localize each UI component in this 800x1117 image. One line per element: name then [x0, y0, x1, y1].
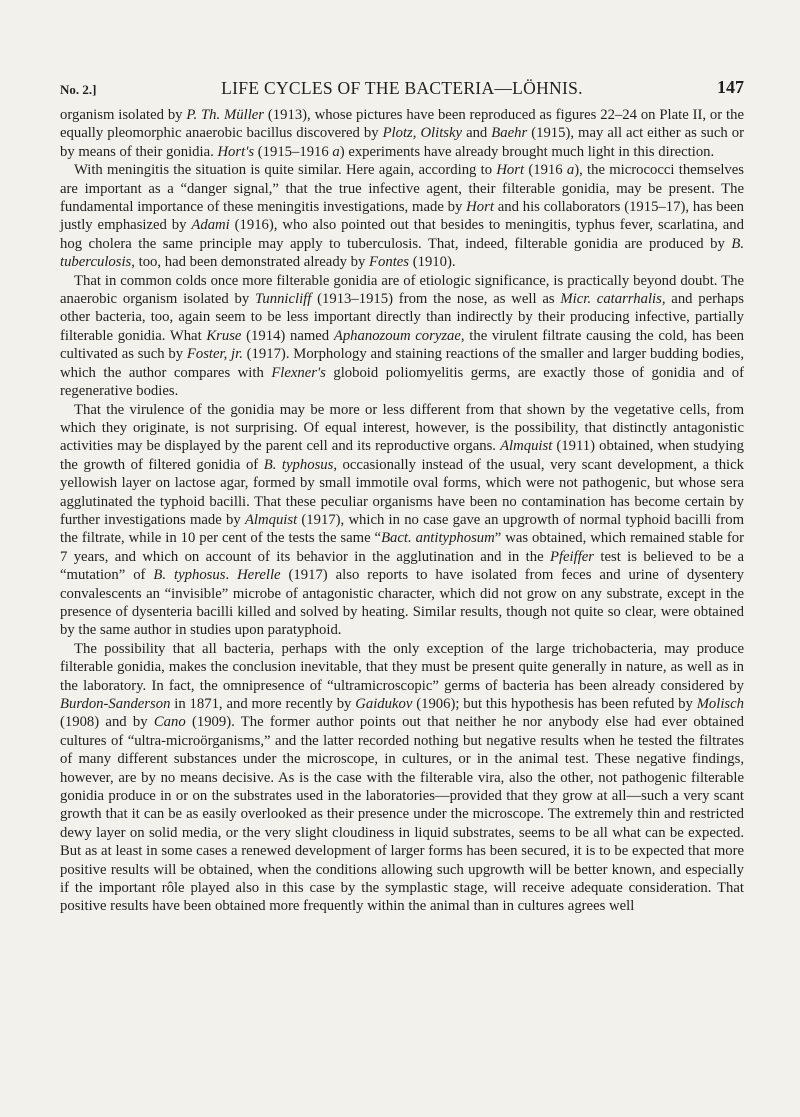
text-run: (1917) also reports to have isolated from feces and urine of dysentery convalescents an “invisible” microbe of antagonistic character, which did not grow on any substrate, except in the presence of dysenteria bacilli killed and solved by heating. Similar results, though not quite so clear, were obtained by the same author in studies upon paratyphoid.: [60, 567, 744, 639]
italic-text: a: [332, 143, 340, 160]
italic-text: Fontes: [369, 254, 410, 271]
italic-text: B. typhosus: [263, 456, 334, 473]
text-run: (1911) obtained, when studying the growth of filtered gonidia of: [60, 438, 744, 473]
text-run: The possibility that all bacteria, perhaps with the only exception of the large trichobacteria, may produce filterable gonidia, makes the conclusion inevitable, that they must be present quite generally in nature, as well as in the laboratory. In fact, the omnipresence of “ultramicroscopic” germs of bacteria has been already considered by: [60, 640, 744, 694]
text-run: (1909). The former author points out that neither he nor anybody else had ever obtained cultures of “ultra-microörganisms,” and the latter recorded nothing but negative results when he tested the filtrates of many different substances under the microscope, in cultures, or in the animal test. These negative findings, however, are by no means decisive. As is the case with the filterable vira, also the other, not pathogenic filterable gonidia produce in or on the substrates used in the laboratories—provided that they grow at all—such a very scant growth that it can be as easily overlooked as their presence under the microscope. The extremely thin and restricted dewy layer on solid media, or the very slight cloudiness in liquid substrates, seems to be all what can be expected. But as at least in some cases a renewed development of larger forms has been secured, it is to be expected that more positive results will be obtained, when the conditions allowing such upgrowth will be better known, and especially if the important rôle played also in this case by the symplastic stage, will receive adequate consideration. That positive results have been obtained more frequently within the animal than in cultures agrees well: [60, 714, 744, 915]
text-run: ” was obtained, which remained stable for 7 years, and which on account of its behavior in the agglutination and in the: [60, 530, 745, 565]
running-title: LIFE CYCLES OF THE BACTERIA—LÖHNIS.: [221, 78, 583, 98]
text-run: organism isolated by: [60, 107, 187, 123]
italic-text: Herelle: [237, 567, 281, 584]
italic-text: Aphanozoum coryzae: [333, 327, 461, 344]
italic-text: Pfeiffer: [549, 548, 595, 565]
italic-text: Almquist: [244, 511, 298, 528]
running-header: [60, 74, 744, 98]
paragraph: [60, 401, 744, 640]
text-run: (1917). Morphology and staining reactions of the smaller and larger budding bodies, which the author compares with: [60, 346, 744, 381]
issue-number: No. 2.]: [60, 82, 97, 97]
italic-text: Molisch: [696, 696, 745, 712]
italic-text: Foster, jr.: [186, 346, 243, 363]
italic-text: Bact. antityphosum: [381, 530, 495, 547]
text-run: (1916: [524, 162, 567, 179]
text-run: (1906); but this hypothesis has been refuted by: [412, 696, 697, 712]
paragraph: [60, 161, 744, 271]
text-run: With meningitis the situation is quite similar. Here again, according to: [74, 162, 497, 179]
italic-text: Cano: [153, 714, 186, 731]
paragraph: [60, 106, 744, 161]
text-run: test is believed to be a “mutation” of: [60, 548, 745, 584]
paragraph: [60, 640, 744, 916]
text-run: (1917), which in no case gave an upgrowth of normal typhoid bacilli from the filtrate, while in 10 per cent of the tests the same “: [60, 511, 745, 547]
text-run: , the virulent filtrate causing the cold, has been cultivated as such by: [60, 327, 744, 363]
text-run: , occasionally instead of the usual, very scant development, a thick yellowish layer on lactose agar, formed by small immotile oval forms, which were not pathogenic, but whose sera agglutinated the typhoid bacilli. That these peculiar organisms have been no contamination has become certain by further investigations made by: [60, 456, 744, 528]
italic-text: B. typhosus: [153, 567, 226, 584]
text-run: That the virulence of the gonidia may be more or less different from that shown by the vegetative cells, from which they originate, is not surprising. Of equal interest, however, is the possibility, that distinctly antagonistic activities may be displayed by the parent cell and its reproductive organs.: [60, 401, 744, 455]
text-run: globoid poliomyelitis germs, are exactly those of gonidia and of regenerative bodies.: [60, 364, 744, 400]
text-run: and: [462, 125, 492, 142]
text-run: (1910).: [409, 254, 456, 271]
italic-text: B. tuberculosis: [60, 235, 744, 271]
italic-text: Flexner's: [271, 364, 326, 381]
text-run: That in common colds once more filterable gonidia are of etiologic significance, is practically beyond doubt. The anaerobic organism isolated by: [60, 272, 744, 308]
text-run: and his collaborators (1915–17), has been justly emphasized by: [60, 199, 744, 234]
italic-text: Hort's: [217, 143, 255, 160]
text-run: in 1871, and more recently by: [170, 696, 356, 712]
italic-text: Gaidukov: [355, 696, 413, 712]
paragraph: [60, 272, 744, 401]
text-run: , and perhaps other bacteria, too, again seem to be less important directly than indirectly by their producing infective, partially filterable gonidia. What: [60, 291, 744, 344]
italic-text: Micr. catarrhalis: [560, 291, 662, 308]
italic-text: Hort: [496, 162, 525, 179]
italic-text: Almquist: [500, 438, 553, 455]
text-run: (1915–1916: [254, 143, 333, 160]
text-run: (1913–1915) from the nose, as well as: [311, 291, 561, 308]
italic-text: Hort: [466, 199, 494, 216]
page-number: 147: [717, 77, 744, 97]
italic-text: P. Th. Müller: [186, 107, 265, 123]
text-run: , too, had been demonstrated already by: [131, 254, 370, 271]
text-run: .: [225, 567, 238, 584]
italic-text: Plotz, Olitsky: [382, 125, 463, 142]
italic-text: Burdon-Sanderson: [60, 696, 171, 712]
italic-text: Tunnicliff: [255, 291, 312, 308]
text-run: (1913), whose pictures have been reproduced as figures 22–24 on Plate II, or the equally pleomorphic anaerobic bacillus discovered by: [60, 107, 744, 142]
text-run: (1914) named: [241, 327, 334, 344]
italic-text: a: [566, 162, 575, 179]
italic-text: Baehr: [491, 125, 528, 142]
text-run: ) experiments have already brought much light in this direction.: [339, 143, 715, 160]
italic-text: Kruse: [206, 327, 242, 344]
body-text: [60, 106, 744, 916]
text-run: (1916), who also pointed out that besides to meningitis, typhus fever, scarlatina, and hog cholera the same principle may apply to tuberculosis. That, indeed, filterable gonidia are produced by: [60, 217, 744, 252]
italic-text: Adami: [191, 217, 230, 234]
text-run: ), the micrococci themselves are important as a “danger signal,” that the true infective agent, their filterable gonidia, may be present. The fundamental importance of these meningitis investigations, made by: [60, 162, 745, 216]
text-run: (1915), may all act either as such or by means of their gonidia.: [60, 125, 744, 160]
text-run: (1908) and by: [60, 714, 154, 731]
